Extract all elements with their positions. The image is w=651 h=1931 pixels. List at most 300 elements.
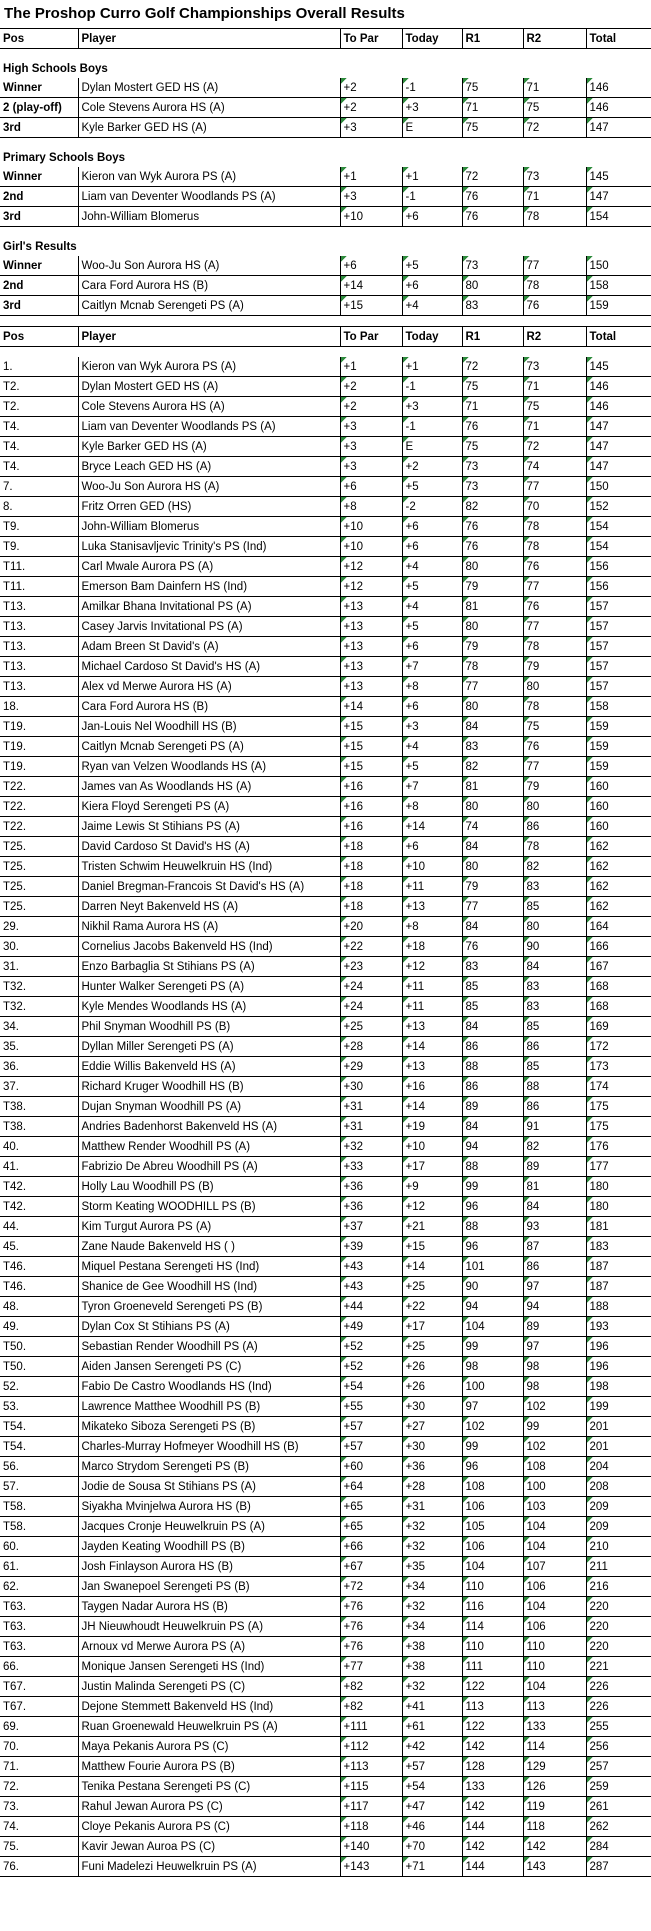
table-row <box>0 1057 651 1077</box>
player-cell: Storm Keating WOODHILL PS (B) <box>78 1197 340 1217</box>
empty-cell <box>0 316 78 327</box>
total-cell: 261 <box>586 1797 651 1817</box>
to-par-cell: +29 <box>340 1057 402 1077</box>
table-row <box>0 296 651 316</box>
pos-cell: 2 (play-off) <box>0 98 78 118</box>
total-cell: 147 <box>586 437 651 457</box>
empty-cell <box>0 347 78 358</box>
today-cell: +4 <box>402 597 462 617</box>
r2-cell: 79 <box>523 657 586 677</box>
table-row <box>0 1537 651 1557</box>
today-cell: +54 <box>402 1777 462 1797</box>
r1-cell: 84 <box>462 1117 523 1137</box>
r2-cell: 114 <box>523 1737 586 1757</box>
pos-cell: 76. <box>0 1857 78 1877</box>
total-cell: 162 <box>586 857 651 877</box>
r2-cell: 98 <box>523 1377 586 1397</box>
pos-cell: 18. <box>0 697 78 717</box>
total-cell: 204 <box>586 1457 651 1477</box>
r1-cell: 85 <box>462 997 523 1017</box>
total-cell: 157 <box>586 617 651 637</box>
r1-cell: 84 <box>462 837 523 857</box>
r2-cell: 71 <box>523 377 586 397</box>
r1-cell: 76 <box>462 937 523 957</box>
table-row <box>0 1577 651 1597</box>
r2-cell: 82 <box>523 1137 586 1157</box>
pos-cell: 53. <box>0 1397 78 1417</box>
pos-cell: T9. <box>0 537 78 557</box>
today-cell: +57 <box>402 1757 462 1777</box>
today-cell: +30 <box>402 1397 462 1417</box>
r1-cell: 81 <box>462 777 523 797</box>
column-header-to-par: To Par <box>340 29 402 49</box>
player-cell: Josh Finlayson Aurora HS (B) <box>78 1557 340 1577</box>
total-cell: 147 <box>586 187 651 207</box>
r2-cell: 102 <box>523 1437 586 1457</box>
pos-cell: 75. <box>0 1837 78 1857</box>
r1-cell: 101 <box>462 1257 523 1277</box>
total-cell: 160 <box>586 797 651 817</box>
r2-cell: 104 <box>523 1677 586 1697</box>
pos-cell: T9. <box>0 517 78 537</box>
table-row <box>0 1157 651 1177</box>
table-row <box>0 1817 651 1837</box>
to-par-cell: +13 <box>340 637 402 657</box>
total-cell: 154 <box>586 517 651 537</box>
to-par-cell: +113 <box>340 1757 402 1777</box>
r1-cell: 144 <box>462 1857 523 1877</box>
total-cell: 198 <box>586 1377 651 1397</box>
r2-cell: 78 <box>523 517 586 537</box>
pos-cell: T22. <box>0 777 78 797</box>
today-cell: +1 <box>402 357 462 377</box>
total-cell: 166 <box>586 937 651 957</box>
player-cell: Fabio De Castro Woodlands HS (Ind) <box>78 1377 340 1397</box>
table-row <box>0 597 651 617</box>
column-header-pos: Pos <box>0 327 78 347</box>
to-par-cell: +20 <box>340 917 402 937</box>
player-cell: Fritz Orren GED (HS) <box>78 497 340 517</box>
today-cell: +7 <box>402 777 462 797</box>
player-cell: Emerson Bam Dainfern HS (Ind) <box>78 577 340 597</box>
r2-cell: 77 <box>523 617 586 637</box>
r1-cell: 75 <box>462 118 523 138</box>
total-cell: 159 <box>586 737 651 757</box>
r2-cell: 81 <box>523 1177 586 1197</box>
player-cell: Miquel Pestana Serengeti HS (Ind) <box>78 1257 340 1277</box>
pos-cell: 60. <box>0 1537 78 1557</box>
r2-cell: 78 <box>523 637 586 657</box>
pos-cell: T58. <box>0 1497 78 1517</box>
total-cell: 154 <box>586 537 651 557</box>
empty-cell <box>402 316 462 327</box>
to-par-cell: +49 <box>340 1317 402 1337</box>
table-row <box>0 1217 651 1237</box>
total-cell: 157 <box>586 677 651 697</box>
r2-cell: 76 <box>523 557 586 577</box>
today-cell: +14 <box>402 1037 462 1057</box>
table-row <box>0 1317 651 1337</box>
column-header-r1: R1 <box>462 327 523 347</box>
player-cell: Michael Cardoso St David's HS (A) <box>78 657 340 677</box>
table-row <box>0 78 651 98</box>
pos-cell: T2. <box>0 377 78 397</box>
pos-cell: T54. <box>0 1437 78 1457</box>
today-cell: -1 <box>402 187 462 207</box>
pos-cell: T50. <box>0 1337 78 1357</box>
r1-cell: 79 <box>462 577 523 597</box>
pos-cell: 70. <box>0 1737 78 1757</box>
today-cell: -1 <box>402 377 462 397</box>
table-row <box>0 1197 651 1217</box>
r2-cell: 89 <box>523 1317 586 1337</box>
pos-cell: T11. <box>0 577 78 597</box>
to-par-cell: +18 <box>340 837 402 857</box>
r2-cell: 99 <box>523 1417 586 1437</box>
table-row <box>0 517 651 537</box>
table-row <box>0 837 651 857</box>
table-row <box>0 937 651 957</box>
to-par-cell: +52 <box>340 1357 402 1377</box>
r1-cell: 73 <box>462 457 523 477</box>
empty-cell <box>586 227 651 238</box>
pos-cell: T63. <box>0 1637 78 1657</box>
table-row <box>0 1137 651 1157</box>
r1-cell: 105 <box>462 1517 523 1537</box>
table-row <box>0 1557 651 1577</box>
player-cell: Richard Kruger Woodhill HS (B) <box>78 1077 340 1097</box>
r2-cell: 77 <box>523 477 586 497</box>
pos-cell: 48. <box>0 1297 78 1317</box>
total-cell: 159 <box>586 717 651 737</box>
total-cell: 146 <box>586 78 651 98</box>
pos-cell: 72. <box>0 1777 78 1797</box>
r1-cell: 71 <box>462 397 523 417</box>
today-cell: +34 <box>402 1577 462 1597</box>
empty-cell <box>586 49 651 60</box>
table-row <box>0 1077 651 1097</box>
r2-cell: 80 <box>523 677 586 697</box>
today-cell: +18 <box>402 937 462 957</box>
table-row <box>0 397 651 417</box>
r1-cell: 110 <box>462 1637 523 1657</box>
total-cell: 201 <box>586 1437 651 1457</box>
pos-cell: T67. <box>0 1697 78 1717</box>
pos-cell: T54. <box>0 1417 78 1437</box>
r1-cell: 114 <box>462 1617 523 1637</box>
total-cell: 156 <box>586 557 651 577</box>
r1-cell: 128 <box>462 1757 523 1777</box>
column-header-player: Player <box>78 327 340 347</box>
empty-cell <box>78 138 340 149</box>
to-par-cell: +3 <box>340 187 402 207</box>
total-cell: 147 <box>586 118 651 138</box>
table-row <box>0 1837 651 1857</box>
today-cell: +8 <box>402 677 462 697</box>
to-par-cell: +39 <box>340 1237 402 1257</box>
total-cell: 158 <box>586 276 651 296</box>
empty-cell <box>462 49 523 60</box>
empty-cell <box>402 49 462 60</box>
pos-cell: T67. <box>0 1677 78 1697</box>
pos-cell: T50. <box>0 1357 78 1377</box>
total-cell: 183 <box>586 1237 651 1257</box>
today-cell: +28 <box>402 1477 462 1497</box>
section-heading-row <box>0 148 651 167</box>
table-row <box>0 557 651 577</box>
to-par-cell: +82 <box>340 1677 402 1697</box>
r2-cell: 80 <box>523 917 586 937</box>
total-cell: 201 <box>586 1417 651 1437</box>
today-cell: +3 <box>402 397 462 417</box>
r2-cell: 91 <box>523 1117 586 1137</box>
r2-cell: 104 <box>523 1597 586 1617</box>
to-par-cell: +65 <box>340 1517 402 1537</box>
to-par-cell: +37 <box>340 1217 402 1237</box>
empty-cell <box>523 316 586 327</box>
to-par-cell: +65 <box>340 1497 402 1517</box>
table-row <box>0 1617 651 1637</box>
empty-cell <box>78 316 340 327</box>
to-par-cell: +57 <box>340 1417 402 1437</box>
to-par-cell: +52 <box>340 1337 402 1357</box>
player-cell: Amilkar Bhana Invitational PS (A) <box>78 597 340 617</box>
r2-cell: 88 <box>523 1077 586 1097</box>
r1-cell: 84 <box>462 717 523 737</box>
empty-cell <box>523 227 586 238</box>
to-par-cell: +66 <box>340 1537 402 1557</box>
player-cell: Shanice de Gee Woodhill HS (Ind) <box>78 1277 340 1297</box>
r2-cell: 76 <box>523 296 586 316</box>
table-row <box>0 1017 651 1037</box>
pos-cell: T25. <box>0 897 78 917</box>
r2-cell: 77 <box>523 256 586 276</box>
to-par-cell: +43 <box>340 1257 402 1277</box>
to-par-cell: +31 <box>340 1117 402 1137</box>
r1-cell: 76 <box>462 187 523 207</box>
r2-cell: 78 <box>523 837 586 857</box>
r1-cell: 82 <box>462 497 523 517</box>
page-title: The Proshop Curro Golf Championships Overall Results <box>4 5 405 22</box>
player-cell: Dejone Stemmett Bakenveld HS (Ind) <box>78 1697 340 1717</box>
r2-cell: 97 <box>523 1337 586 1357</box>
table-row <box>0 777 651 797</box>
total-cell: 211 <box>586 1557 651 1577</box>
today-cell: +61 <box>402 1717 462 1737</box>
pos-cell: 44. <box>0 1217 78 1237</box>
today-cell: +27 <box>402 1417 462 1437</box>
to-par-cell: +32 <box>340 1137 402 1157</box>
to-par-cell: +12 <box>340 557 402 577</box>
total-cell: 164 <box>586 917 651 937</box>
pos-cell: T19. <box>0 737 78 757</box>
total-cell: 162 <box>586 837 651 857</box>
r1-cell: 74 <box>462 817 523 837</box>
total-cell: 210 <box>586 1537 651 1557</box>
total-cell: 209 <box>586 1497 651 1517</box>
player-cell: Kyle Mendes Woodlands HS (A) <box>78 997 340 1017</box>
player-cell: Jacques Cronje Heuwelkruin PS (A) <box>78 1517 340 1537</box>
today-cell: +4 <box>402 737 462 757</box>
r1-cell: 80 <box>462 697 523 717</box>
player-cell: Jayden Keating Woodhill PS (B) <box>78 1537 340 1557</box>
r1-cell: 110 <box>462 1577 523 1597</box>
today-cell: +4 <box>402 296 462 316</box>
r2-cell: 76 <box>523 737 586 757</box>
pos-cell: 34. <box>0 1017 78 1037</box>
player-cell: Fabrizio De Abreu Woodhill PS (A) <box>78 1157 340 1177</box>
column-header-row <box>0 327 651 347</box>
r2-cell: 142 <box>523 1837 586 1857</box>
r1-cell: 94 <box>462 1297 523 1317</box>
total-cell: 287 <box>586 1857 651 1877</box>
to-par-cell: +31 <box>340 1097 402 1117</box>
pos-cell: 3rd <box>0 296 78 316</box>
total-cell: 160 <box>586 777 651 797</box>
total-cell: 150 <box>586 256 651 276</box>
today-cell: +25 <box>402 1337 462 1357</box>
total-cell: 199 <box>586 1397 651 1417</box>
r2-cell: 100 <box>523 1477 586 1497</box>
r1-cell: 99 <box>462 1177 523 1197</box>
to-par-cell: +33 <box>340 1157 402 1177</box>
column-header-row <box>0 29 651 49</box>
pos-cell: 29. <box>0 917 78 937</box>
today-cell: +19 <box>402 1117 462 1137</box>
today-cell: +41 <box>402 1697 462 1717</box>
total-cell: 162 <box>586 877 651 897</box>
total-cell: 175 <box>586 1097 651 1117</box>
to-par-cell: +64 <box>340 1477 402 1497</box>
section-heading-row <box>0 237 651 256</box>
player-cell: Aiden Jansen Serengeti PS (C) <box>78 1357 340 1377</box>
r2-cell: 110 <box>523 1637 586 1657</box>
r2-cell: 94 <box>523 1297 586 1317</box>
table-row <box>0 797 651 817</box>
to-par-cell: +2 <box>340 98 402 118</box>
to-par-cell: +76 <box>340 1597 402 1617</box>
r1-cell: 88 <box>462 1157 523 1177</box>
total-cell: 257 <box>586 1757 651 1777</box>
r1-cell: 75 <box>462 78 523 98</box>
r1-cell: 106 <box>462 1537 523 1557</box>
r2-cell: 80 <box>523 797 586 817</box>
to-par-cell: +3 <box>340 417 402 437</box>
r1-cell: 83 <box>462 737 523 757</box>
r1-cell: 96 <box>462 1457 523 1477</box>
total-cell: 284 <box>586 1837 651 1857</box>
empty-cell <box>462 138 523 149</box>
to-par-cell: +14 <box>340 697 402 717</box>
to-par-cell: +25 <box>340 1017 402 1037</box>
pos-cell: T4. <box>0 437 78 457</box>
results-table <box>0 28 651 1877</box>
r1-cell: 86 <box>462 1077 523 1097</box>
r2-cell: 77 <box>523 577 586 597</box>
today-cell: -2 <box>402 497 462 517</box>
r2-cell: 104 <box>523 1517 586 1537</box>
to-par-cell: +30 <box>340 1077 402 1097</box>
pos-cell: Winner <box>0 256 78 276</box>
today-cell: +14 <box>402 817 462 837</box>
pos-cell: 1. <box>0 357 78 377</box>
today-cell: E <box>402 118 462 138</box>
today-cell: +26 <box>402 1377 462 1397</box>
r2-cell: 113 <box>523 1697 586 1717</box>
total-cell: 220 <box>586 1597 651 1617</box>
today-cell: +25 <box>402 1277 462 1297</box>
today-cell: +31 <box>402 1497 462 1517</box>
total-cell: 208 <box>586 1477 651 1497</box>
r1-cell: 89 <box>462 1097 523 1117</box>
today-cell: -1 <box>402 78 462 98</box>
player-cell: Cornelius Jacobs Bakenveld HS (Ind) <box>78 937 340 957</box>
r1-cell: 116 <box>462 1597 523 1617</box>
pos-cell: T38. <box>0 1097 78 1117</box>
table-row <box>0 187 651 207</box>
today-cell: +5 <box>402 757 462 777</box>
today-cell: +10 <box>402 857 462 877</box>
today-cell: +6 <box>402 697 462 717</box>
empty-cell <box>586 138 651 149</box>
to-par-cell: +15 <box>340 737 402 757</box>
total-cell: 157 <box>586 597 651 617</box>
r2-cell: 97 <box>523 1277 586 1297</box>
r2-cell: 86 <box>523 817 586 837</box>
r1-cell: 142 <box>462 1737 523 1757</box>
pos-cell: T13. <box>0 637 78 657</box>
r2-cell: 85 <box>523 897 586 917</box>
table-row <box>0 1357 651 1377</box>
player-cell: Adam Breen St David's (A) <box>78 637 340 657</box>
table-row <box>0 457 651 477</box>
total-cell: 220 <box>586 1617 651 1637</box>
r1-cell: 76 <box>462 417 523 437</box>
total-cell: 146 <box>586 98 651 118</box>
total-cell: 156 <box>586 577 651 597</box>
table-row <box>0 256 651 276</box>
total-cell: 168 <box>586 997 651 1017</box>
table-row <box>0 1657 651 1677</box>
today-cell: -1 <box>402 417 462 437</box>
pos-cell: 41. <box>0 1157 78 1177</box>
table-row <box>0 167 651 187</box>
total-cell: 209 <box>586 1517 651 1537</box>
section-heading: Primary Schools Boys <box>3 151 126 164</box>
empty-cell <box>340 316 402 327</box>
table-row <box>0 1517 651 1537</box>
table-row <box>0 1097 651 1117</box>
total-cell: 158 <box>586 697 651 717</box>
to-par-cell: +16 <box>340 817 402 837</box>
table-row <box>0 1737 651 1757</box>
spacer-row <box>0 138 651 149</box>
empty-cell <box>78 49 340 60</box>
total-cell: 145 <box>586 167 651 187</box>
player-cell: Liam van Deventer Woodlands PS (A) <box>78 417 340 437</box>
table-row <box>0 437 651 457</box>
table-row <box>0 1277 651 1297</box>
table-row <box>0 118 651 138</box>
total-cell: 187 <box>586 1257 651 1277</box>
to-par-cell: +24 <box>340 997 402 1017</box>
pos-cell: T42. <box>0 1177 78 1197</box>
r2-cell: 73 <box>523 167 586 187</box>
pos-cell: T25. <box>0 857 78 877</box>
to-par-cell: +22 <box>340 937 402 957</box>
pos-cell: 36. <box>0 1057 78 1077</box>
to-par-cell: +67 <box>340 1557 402 1577</box>
